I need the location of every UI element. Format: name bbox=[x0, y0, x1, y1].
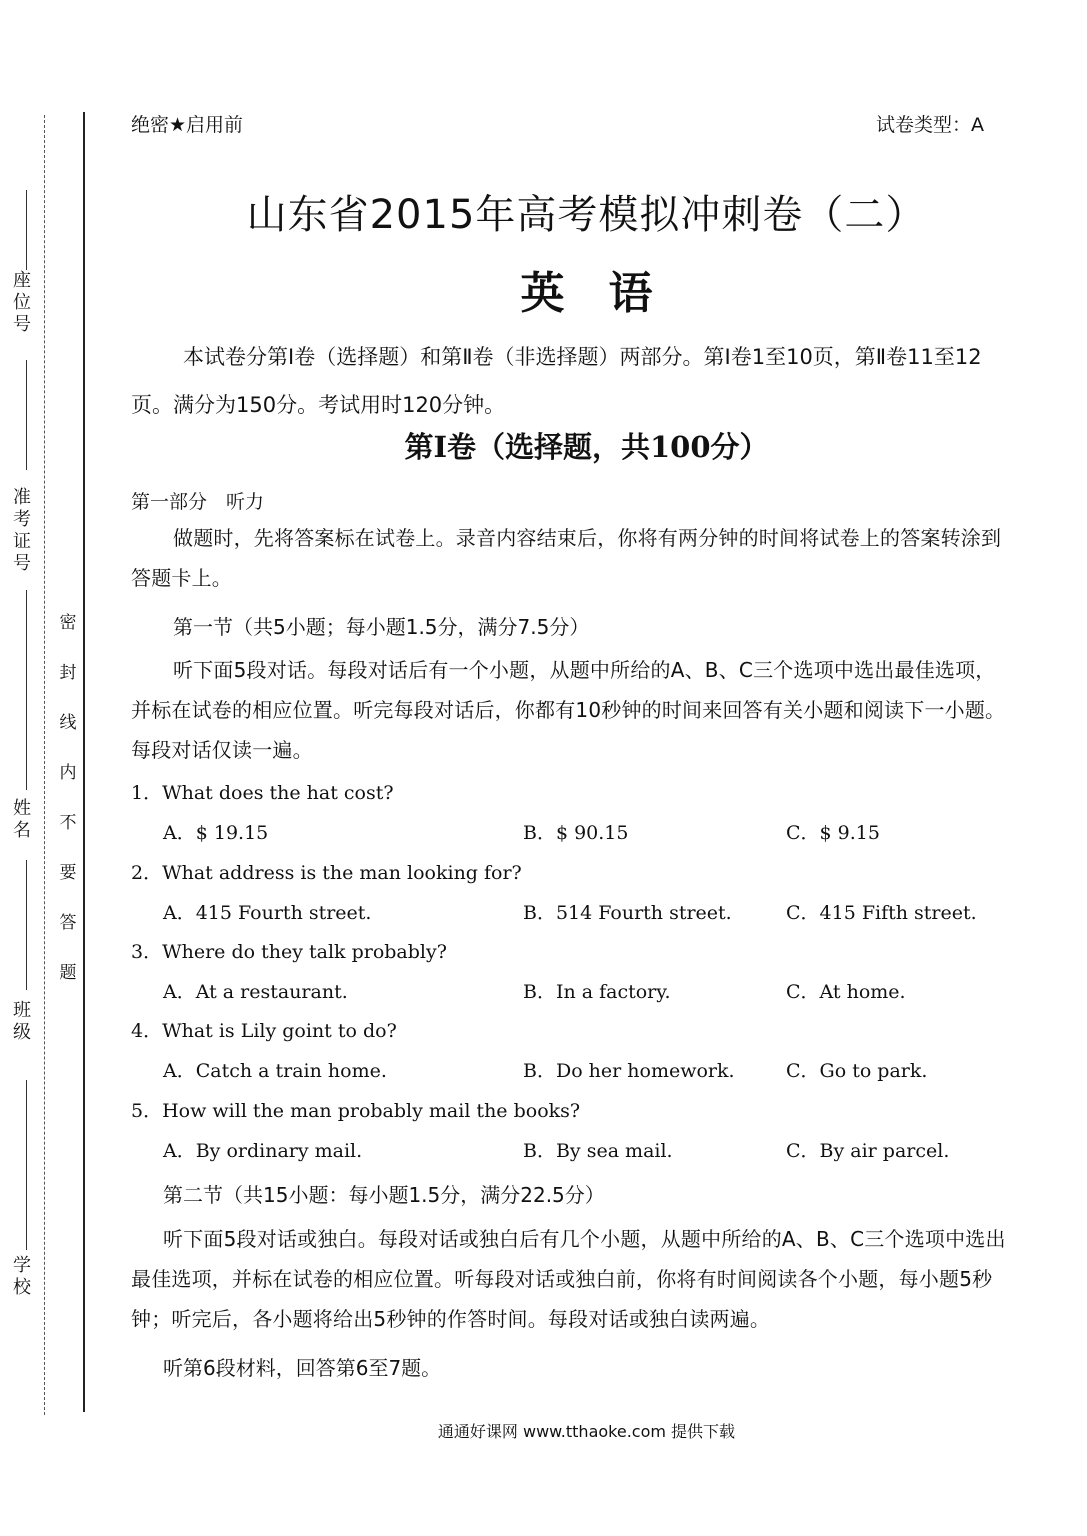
binding-solid-line bbox=[83, 112, 85, 1412]
school-blank bbox=[26, 1080, 27, 1250]
name-blank bbox=[26, 590, 27, 790]
q5-option-a: A．By ordinary mail. bbox=[163, 1140, 363, 1162]
q1-option-b: B．$ 90.15 bbox=[523, 822, 629, 844]
section2-instructions: 听下面5段对话或独白。每段对话或独白后有几个小题，从题中所给的A、B、C三个选项中选出最佳选项，并标在试卷的相应位置。听每段对话或独白前，你将有时间阅读各个小题，每小题5秒钟；听完后，各小题将给出5秒钟的作答时间。每段对话或独白读两遍。 bbox=[131, 1227, 1006, 1331]
q5-option-c: C．By air parcel. bbox=[786, 1140, 950, 1162]
q4-option-a: A．Catch a train home. bbox=[163, 1060, 387, 1082]
class-label: 班级 bbox=[10, 1000, 34, 1044]
section2-title: 第二节（共15小题：每小题1.5分，满分22.5分） bbox=[163, 1183, 605, 1207]
q1-option-a: A．$ 19.15 bbox=[163, 822, 269, 844]
q3-option-b: B．In a factory. bbox=[523, 981, 671, 1003]
subject-title: 英 语 bbox=[520, 268, 653, 319]
part1-instructions: 做题时，先将答案标在试卷上。录音内容结束后，你将有两分钟的时间将试卷上的答案转涂到答题卡上。 bbox=[131, 526, 1002, 590]
material-6-instruction: 听第6段材料，回答第6至7题。 bbox=[163, 1356, 442, 1380]
section1-instructions: 听下面5段对话。每段对话后有一个小题，从题中所给的A、B、C三个选项中选出最佳选项，并标在试卷的相应位置。听完每段对话后，你都有10秒钟的时间来回答有关小题和阅读下一小题。每段对话仅读一遍。 bbox=[131, 658, 1006, 762]
question-5: 5．How will the man probably mail the books? bbox=[131, 1100, 581, 1122]
q4-option-c: C．Go to park. bbox=[786, 1060, 928, 1082]
exam-title: 山东省2015年高考模拟冲刺卷（二） bbox=[246, 192, 927, 238]
question-1: 1．What does the hat cost? bbox=[131, 782, 394, 804]
q3-option-c: C．At home. bbox=[786, 981, 906, 1003]
q2-option-c: C．415 Fifth street. bbox=[786, 902, 977, 924]
binding-dashed-line bbox=[44, 115, 45, 1415]
exam-intro: 本试卷分第Ⅰ卷（选择题）和第Ⅱ卷（非选择题）两部分。第Ⅰ卷1至10页，第Ⅱ卷11至12页。满分为150分。考试用时120分钟。 bbox=[131, 345, 982, 417]
school-label: 学校 bbox=[10, 1255, 34, 1299]
exam-id-blank bbox=[26, 360, 27, 470]
question-3: 3．Where do they talk probably? bbox=[131, 941, 447, 963]
class-blank bbox=[26, 860, 27, 990]
q2-option-b: B．514 Fourth street. bbox=[523, 902, 732, 924]
paper-type: 试卷类型：A bbox=[876, 114, 984, 136]
page-footer: 通通好课网 www.tthaoke.com 提供下载 bbox=[437, 1422, 736, 1441]
part1-title: 第一部分 听力 bbox=[131, 491, 265, 513]
q1-option-c: C．$ 9.15 bbox=[786, 822, 880, 844]
name-label: 姓名 bbox=[10, 798, 34, 842]
confidential-mark: 绝密★启用前 bbox=[131, 114, 244, 136]
q2-option-a: A．415 Fourth street. bbox=[163, 902, 372, 924]
section1-title: 第一节（共5小题；每小题1.5分，满分7.5分） bbox=[173, 615, 590, 639]
q5-option-b: B．By sea mail. bbox=[523, 1140, 673, 1162]
q4-option-b: B．Do her homework. bbox=[523, 1060, 735, 1082]
exam-id-label: 准考证号 bbox=[10, 487, 34, 575]
seat-number-label: 座位号 bbox=[10, 270, 34, 336]
q3-option-a: A．At a restaurant. bbox=[163, 981, 348, 1003]
question-4: 4．What is Lily goint to do? bbox=[131, 1020, 397, 1042]
seal-line-notice: 密封线内不要答题 bbox=[59, 613, 77, 983]
question-2: 2．What address is the man looking for? bbox=[131, 862, 522, 884]
volume-title: 第Ⅰ卷（选择题，共100分） bbox=[404, 430, 769, 464]
